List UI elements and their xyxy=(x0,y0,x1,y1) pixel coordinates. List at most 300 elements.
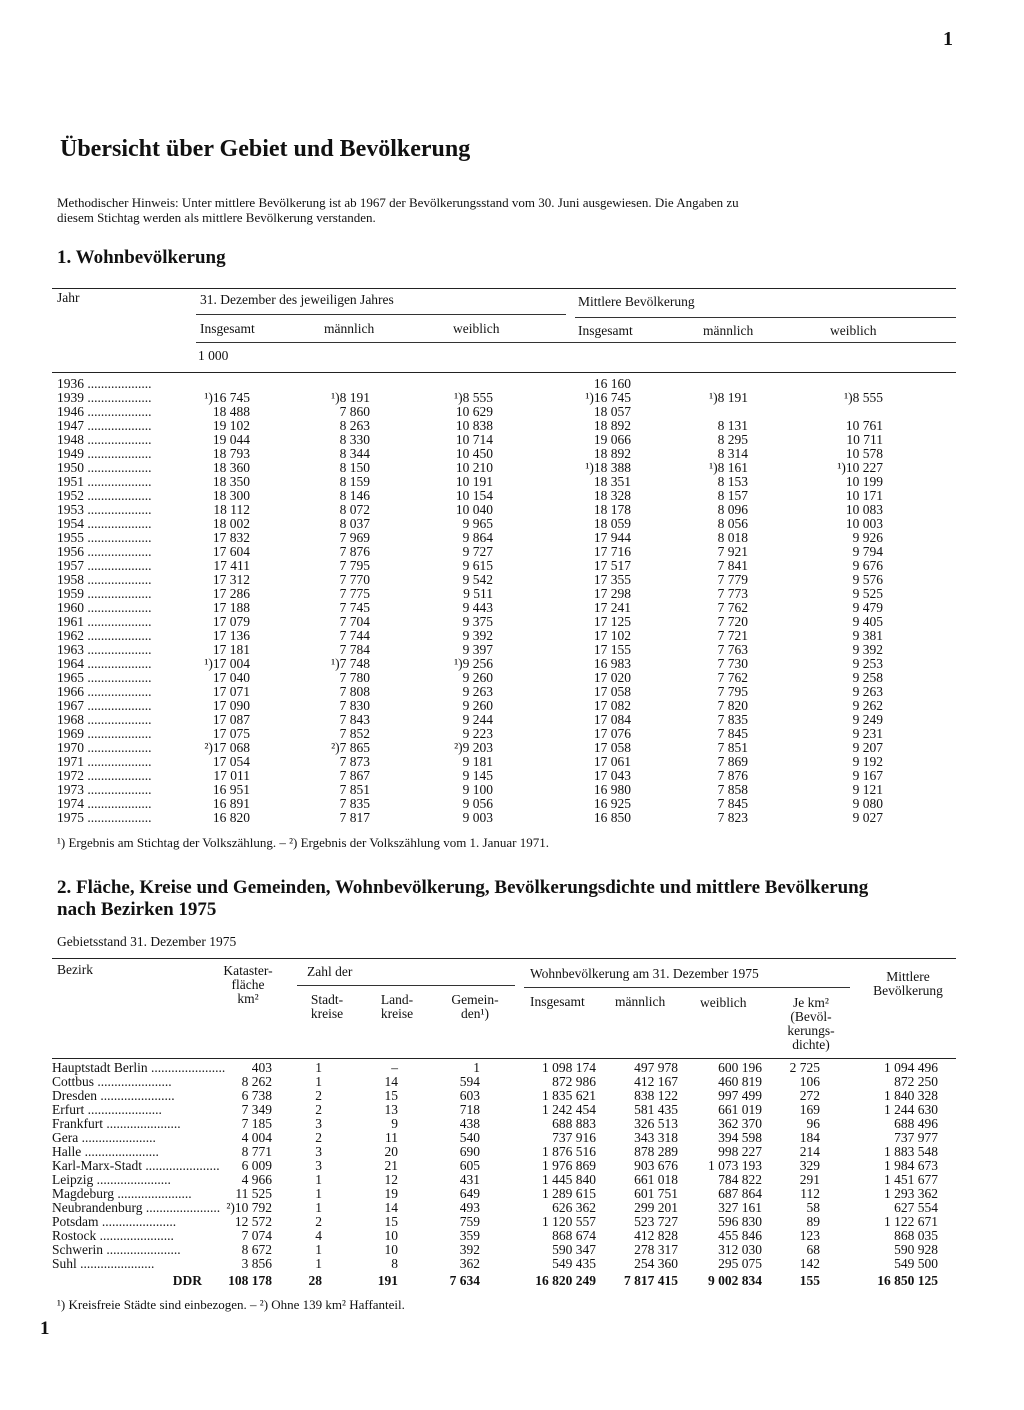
page-number-bottom: 1 xyxy=(40,1318,50,1339)
table1-header-male-mean: männlich xyxy=(703,323,754,338)
cell-mean: 1 451 677 xyxy=(884,1172,938,1187)
cell-mean-total: ¹)16 745 xyxy=(585,390,631,405)
cell-mean-total: 18 059 xyxy=(593,516,631,531)
cell-stadt: 1 xyxy=(315,1060,322,1075)
cell-land: 14 xyxy=(384,1074,398,1089)
cell-female: 600 196 xyxy=(718,1060,762,1075)
cell-mean-male: 7 876 xyxy=(717,768,748,783)
row-bezirk: Leipzig ...................... xyxy=(52,1172,171,1187)
cell-mean-total: 16 160 xyxy=(593,376,631,391)
cell-mean-male: 8 096 xyxy=(717,502,748,517)
cell-mean-male: 7 795 xyxy=(717,684,748,699)
cell-female: 362 370 xyxy=(718,1116,762,1131)
total-female: 9 002 834 xyxy=(708,1273,762,1288)
table2-header-male: männlich xyxy=(615,994,666,1009)
cell-dec-total: 17 071 xyxy=(212,684,250,699)
cell-mean-male: 8 157 xyxy=(717,488,748,503)
cell-total: 1 289 615 xyxy=(542,1186,596,1201)
cell-mean-total: ¹)18 388 xyxy=(585,460,631,475)
cell-female: 295 075 xyxy=(718,1256,762,1271)
cell-mean-male: 8 295 xyxy=(717,432,748,447)
page-number-top: 1 xyxy=(943,28,953,50)
cell-dec-female: 9 244 xyxy=(462,712,493,727)
row-bezirk: Cottbus ...................... xyxy=(52,1074,172,1089)
row-year: 1946 ................... xyxy=(57,404,152,419)
table-row xyxy=(0,755,1024,769)
cell-mean-female: 10 199 xyxy=(845,474,883,489)
table1-header-december: 31. Dezember des jeweiligen Jahres xyxy=(200,292,394,307)
cell-mean-male: 7 858 xyxy=(717,782,748,797)
cell-total: 1 876 516 xyxy=(542,1144,596,1159)
cell-female: 455 846 xyxy=(718,1228,762,1243)
row-bezirk: Potsdam ...................... xyxy=(52,1214,177,1229)
cell-mean-total: 17 076 xyxy=(593,726,631,741)
cell-mean-total: 18 892 xyxy=(593,446,631,461)
cell-male: 254 360 xyxy=(634,1256,678,1271)
row-year: 1969 ................... xyxy=(57,726,152,741)
cell-mean-female: 9 392 xyxy=(852,642,883,657)
cell-female: 784 822 xyxy=(718,1172,762,1187)
cell-mean-male: ¹)8 161 xyxy=(709,460,748,475)
cell-mean-total: 17 155 xyxy=(593,642,631,657)
cell-dec-total: 17 090 xyxy=(212,698,250,713)
cell-total: 1 835 621 xyxy=(542,1088,596,1103)
cell-dec-female: 9 223 xyxy=(462,726,493,741)
cell-dec-total: 19 044 xyxy=(212,432,250,447)
header-mean-line2: Bevölkerung xyxy=(873,983,943,998)
table2-subtitle: Gebietsstand 31. Dezember 1975 xyxy=(57,934,237,949)
cell-mean-male: 8 018 xyxy=(717,530,748,545)
cell-dec-male: 7 795 xyxy=(339,558,370,573)
table1-body-rule xyxy=(52,372,956,373)
cell-density: 2 725 xyxy=(789,1060,820,1075)
cell-dec-male: 7 775 xyxy=(339,586,370,601)
cell-total: 1 242 454 xyxy=(542,1102,596,1117)
cell-mean-male: 7 841 xyxy=(717,558,748,573)
table2-title-line2: nach Bezirken 1975 xyxy=(57,899,217,920)
cell-dec-female: 10 191 xyxy=(455,474,493,489)
table1-header-year: Jahr xyxy=(57,290,80,305)
cell-mean-male: 7 820 xyxy=(717,698,748,713)
cell-male: 523 727 xyxy=(634,1214,678,1229)
table-row xyxy=(0,573,1024,587)
table-row xyxy=(0,461,1024,475)
row-bezirk: Gera ...................... xyxy=(52,1130,156,1145)
table-row xyxy=(0,517,1024,531)
cell-mean: 1 122 671 xyxy=(884,1214,938,1229)
cell-total: 868 674 xyxy=(552,1228,596,1243)
cell-mean-female: 9 676 xyxy=(852,558,883,573)
table1-header-female-mean: weiblich xyxy=(830,323,877,338)
total-area: 108 178 xyxy=(228,1273,272,1288)
cell-gem: 438 xyxy=(459,1116,480,1131)
row-bezirk: Suhl ...................... xyxy=(52,1256,155,1271)
cell-mean-female: 10 083 xyxy=(845,502,883,517)
cell-dec-male: 7 843 xyxy=(339,712,370,727)
cell-mean: 1 984 673 xyxy=(884,1158,938,1173)
cell-dec-female: 10 629 xyxy=(455,404,493,419)
row-bezirk: Karl-Marx-Stadt ...................... xyxy=(52,1158,220,1173)
total-male: 7 817 415 xyxy=(624,1273,678,1288)
cell-dec-total: 19 102 xyxy=(212,418,250,433)
cell-density: 329 xyxy=(799,1158,820,1173)
cell-dec-female: 9 727 xyxy=(462,544,493,559)
table-row xyxy=(0,1089,1024,1103)
cell-density: 123 xyxy=(799,1228,820,1243)
table-row xyxy=(0,587,1024,601)
cell-dec-female: 9 443 xyxy=(462,600,493,615)
table-row xyxy=(0,545,1024,559)
cell-gem: 1 xyxy=(473,1060,480,1075)
cell-mean-total: 17 082 xyxy=(593,698,631,713)
cell-mean-total: 17 125 xyxy=(593,614,631,629)
cell-area: 4 004 xyxy=(241,1130,272,1145)
cell-mean-total: 17 043 xyxy=(593,768,631,783)
cell-dec-female: 9 511 xyxy=(463,586,493,601)
table-row xyxy=(0,1075,1024,1089)
cell-area: 7 074 xyxy=(241,1228,272,1243)
cell-gem: 359 xyxy=(459,1228,480,1243)
row-year: 1952 ................... xyxy=(57,488,152,503)
cell-dec-female: 9 375 xyxy=(462,614,493,629)
cell-mean-total: 16 925 xyxy=(593,796,631,811)
cell-density: 68 xyxy=(806,1242,820,1257)
table-row xyxy=(0,433,1024,447)
table-row xyxy=(0,1257,1024,1271)
cell-dec-female: 10 210 xyxy=(455,460,493,475)
cell-female: 998 227 xyxy=(718,1144,762,1159)
table2-header-stadt xyxy=(292,993,362,1021)
cell-land: 19 xyxy=(384,1186,398,1201)
cell-land: 10 xyxy=(384,1242,398,1257)
cell-mean-total: 19 066 xyxy=(593,432,631,447)
cell-area: 12 572 xyxy=(234,1214,272,1229)
cell-female: 661 019 xyxy=(718,1102,762,1117)
cell-dec-total: 18 360 xyxy=(212,460,250,475)
row-year: 1960 ................... xyxy=(57,600,152,615)
total-label: DDR xyxy=(172,1273,202,1288)
row-year: 1948 ................... xyxy=(57,432,152,447)
row-bezirk: Dresden ...................... xyxy=(52,1088,175,1103)
cell-dec-male: 7 704 xyxy=(339,614,370,629)
table2-header-bezirk: Bezirk xyxy=(57,962,93,977)
cell-mean-male: 8 153 xyxy=(717,474,748,489)
cell-mean-male: 7 762 xyxy=(717,670,748,685)
cell-gem: 605 xyxy=(459,1158,480,1173)
cell-stadt: 1 xyxy=(315,1256,322,1271)
cell-area: 7 185 xyxy=(241,1116,272,1131)
cell-dec-male: 8 344 xyxy=(339,446,370,461)
cell-stadt: 1 xyxy=(315,1242,322,1257)
cell-mean-female: 9 080 xyxy=(852,796,883,811)
cell-mean-male: 7 730 xyxy=(717,656,748,671)
header-land-line1: Land- xyxy=(380,992,414,1007)
cell-dec-male: 7 808 xyxy=(339,684,370,699)
cell-dec-male: 8 330 xyxy=(339,432,370,447)
cell-dec-total: 17 832 xyxy=(212,530,250,545)
cell-mean: 549 500 xyxy=(894,1256,938,1271)
row-year: 1947 ................... xyxy=(57,418,152,433)
cell-mean-female: 9 262 xyxy=(852,698,883,713)
cell-dec-male: 7 873 xyxy=(339,754,370,769)
cell-dec-male: 7 835 xyxy=(339,796,370,811)
table-row xyxy=(0,489,1024,503)
total-density: 155 xyxy=(799,1273,820,1288)
cell-dec-total: 18 300 xyxy=(212,488,250,503)
cell-mean-female: 9 121 xyxy=(852,782,883,797)
cell-mean-total: 18 351 xyxy=(593,474,631,489)
cell-area: 7 349 xyxy=(241,1102,272,1117)
cell-gem: 431 xyxy=(459,1172,480,1187)
table-row xyxy=(0,657,1024,671)
cell-dec-total: ²)17 068 xyxy=(204,740,250,755)
cell-dec-male: 7 817 xyxy=(339,810,370,825)
cell-dec-total: 16 820 xyxy=(212,810,250,825)
cell-mean-male: ¹)8 191 xyxy=(709,390,748,405)
cell-mean: 1 840 328 xyxy=(884,1088,938,1103)
table-row xyxy=(0,377,1024,391)
cell-area: 11 525 xyxy=(235,1186,272,1201)
cell-dec-male: 8 150 xyxy=(339,460,370,475)
cell-dec-total: 17 040 xyxy=(212,670,250,685)
table2-header-pop-group: Wohnbevölkerung am 31. Dezember 1975 xyxy=(530,966,759,981)
cell-female: 394 598 xyxy=(718,1130,762,1145)
cell-mean-total: 17 298 xyxy=(593,586,631,601)
cell-mean: 1 293 362 xyxy=(884,1186,938,1201)
total-total: 16 820 249 xyxy=(535,1273,596,1288)
cell-gem: 718 xyxy=(459,1102,480,1117)
cell-male: 343 318 xyxy=(634,1130,678,1145)
cell-land: 9 xyxy=(391,1116,398,1131)
cell-female: 327 161 xyxy=(718,1200,762,1215)
table2-body-rule xyxy=(52,1058,956,1059)
table-row xyxy=(0,1061,1024,1075)
table2-header-count-group: Zahl der xyxy=(307,964,353,979)
table-row xyxy=(0,713,1024,727)
cell-area: 8 672 xyxy=(241,1242,272,1257)
cell-stadt: 3 xyxy=(315,1144,322,1159)
cell-total: 1 098 174 xyxy=(542,1060,596,1075)
cell-male: 661 018 xyxy=(634,1172,678,1187)
table1-header-total-mean: Insgesamt xyxy=(578,323,633,338)
cell-dec-total: 18 488 xyxy=(212,404,250,419)
cell-mean-female: 9 167 xyxy=(852,768,883,783)
cell-dec-total: 17 054 xyxy=(212,754,250,769)
cell-dec-male: ¹)8 191 xyxy=(331,390,370,405)
cell-male: 278 317 xyxy=(634,1242,678,1257)
table-row xyxy=(0,601,1024,615)
cell-mean-female: 10 578 xyxy=(845,446,883,461)
table-row xyxy=(0,1243,1024,1257)
row-year: 1966 ................... xyxy=(57,684,152,699)
row-year: 1950 ................... xyxy=(57,460,152,475)
header-gem-line2: den¹) xyxy=(460,1006,490,1021)
cell-mean-total: 17 058 xyxy=(593,684,631,699)
cell-mean-female: 9 263 xyxy=(852,684,883,699)
cell-mean-female: 9 231 xyxy=(852,726,883,741)
cell-dec-female: 9 260 xyxy=(462,698,493,713)
cell-total: 1 445 840 xyxy=(542,1172,596,1187)
table1-header-unit: 1 000 xyxy=(198,348,229,363)
cell-mean: 1 244 630 xyxy=(884,1102,938,1117)
table1-rule-dec xyxy=(196,314,566,315)
cell-mean-male: 7 779 xyxy=(717,572,748,587)
cell-mean-total: 18 892 xyxy=(593,418,631,433)
row-year: 1972 ................... xyxy=(57,768,152,783)
cell-mean-male: 7 763 xyxy=(717,642,748,657)
cell-gem: 392 xyxy=(459,1242,480,1257)
cell-dec-total: 17 087 xyxy=(212,712,250,727)
table1-header-female-dec: weiblich xyxy=(453,321,500,336)
cell-male: 903 676 xyxy=(634,1158,678,1173)
cell-area: 3 856 xyxy=(241,1256,272,1271)
cell-land: 21 xyxy=(384,1158,398,1173)
table1-footnote: ¹) Ergebnis am Stichtag der Volkszählung. – ²) Ergebnis der Volkszählung vom 1. Januar 1971. xyxy=(57,835,549,850)
cell-mean-female: 9 576 xyxy=(852,572,883,587)
cell-dec-total: 17 011 xyxy=(213,768,250,783)
row-year: 1956 ................... xyxy=(57,544,152,559)
cell-dec-male: 7 969 xyxy=(339,530,370,545)
table-row xyxy=(0,615,1024,629)
cell-total: 590 347 xyxy=(552,1242,596,1257)
header-density-line2: (Bevöl- xyxy=(790,1009,832,1024)
cell-density: 214 xyxy=(799,1144,820,1159)
total-stadt: 28 xyxy=(308,1273,322,1288)
cell-male: 412 167 xyxy=(634,1074,678,1089)
table2-header-mean xyxy=(862,970,954,998)
cell-dec-male: 7 780 xyxy=(339,670,370,685)
cell-dec-female: ¹)8 555 xyxy=(454,390,493,405)
table-row xyxy=(0,629,1024,643)
cell-mean-male: 8 314 xyxy=(717,446,748,461)
row-year: 1963 ................... xyxy=(57,642,152,657)
cell-dec-female: 9 864 xyxy=(462,530,493,545)
table-row xyxy=(0,797,1024,811)
cell-mean: 590 928 xyxy=(894,1242,938,1257)
cell-male: 838 122 xyxy=(634,1088,678,1103)
table1-header-mean: Mittlere Bevölkerung xyxy=(578,294,695,309)
row-bezirk: Magdeburg ...................... xyxy=(52,1186,192,1201)
header-density-line1: Je km² xyxy=(793,995,829,1010)
total-land: 191 xyxy=(377,1273,398,1288)
table-row xyxy=(0,1187,1024,1201)
row-year: 1974 ................... xyxy=(57,796,152,811)
cell-mean: 1 094 496 xyxy=(884,1060,938,1075)
cell-gem: 690 xyxy=(459,1144,480,1159)
cell-dec-total: 17 411 xyxy=(213,558,250,573)
cell-male: 412 828 xyxy=(634,1228,678,1243)
row-bezirk: Hauptstadt Berlin ...................... xyxy=(52,1060,226,1075)
cell-land: 15 xyxy=(384,1088,398,1103)
row-year: 1968 ................... xyxy=(57,712,152,727)
cell-dec-total: ¹)16 745 xyxy=(204,390,250,405)
cell-land: 12 xyxy=(384,1172,398,1187)
cell-mean: 868 035 xyxy=(894,1228,938,1243)
row-year: 1965 ................... xyxy=(57,670,152,685)
cell-dec-female: 9 100 xyxy=(462,782,493,797)
cell-density: 96 xyxy=(806,1116,820,1131)
cell-mean-female: 9 207 xyxy=(852,740,883,755)
row-year: 1959 ................... xyxy=(57,586,152,601)
cell-mean-male: 7 720 xyxy=(717,614,748,629)
table-row xyxy=(0,447,1024,461)
cell-dec-female: 9 263 xyxy=(462,684,493,699)
cell-dec-total: ¹)17 004 xyxy=(204,656,250,671)
cell-dec-total: 17 136 xyxy=(212,628,250,643)
table2-rule-count xyxy=(297,985,515,986)
cell-mean-total: 17 058 xyxy=(593,740,631,755)
cell-dec-male: 7 860 xyxy=(339,404,370,419)
cell-dec-female: 9 260 xyxy=(462,670,493,685)
table2-header-gemeinden xyxy=(436,993,514,1021)
table2-rule-pop xyxy=(524,987,850,988)
cell-density: 169 xyxy=(799,1102,820,1117)
cell-male: 497 978 xyxy=(634,1060,678,1075)
row-year: 1953 ................... xyxy=(57,502,152,517)
cell-stadt: 2 xyxy=(315,1130,322,1145)
cell-dec-female: 9 397 xyxy=(462,642,493,657)
cell-gem: 362 xyxy=(459,1256,480,1271)
cell-mean: 737 977 xyxy=(894,1130,938,1145)
cell-mean-female: 9 405 xyxy=(852,614,883,629)
cell-dec-female: 10 154 xyxy=(455,488,493,503)
cell-stadt: 4 xyxy=(315,1228,322,1243)
cell-mean-male: 7 823 xyxy=(717,810,748,825)
cell-density: 184 xyxy=(799,1130,820,1145)
table-row xyxy=(0,643,1024,657)
cell-mean-male: 7 762 xyxy=(717,600,748,615)
table-row xyxy=(0,419,1024,433)
cell-land: 10 xyxy=(384,1228,398,1243)
cell-female: 312 030 xyxy=(718,1242,762,1257)
table1-rule-mean xyxy=(575,317,956,318)
row-bezirk: Halle ...................... xyxy=(52,1144,159,1159)
row-bezirk: Frankfurt ...................... xyxy=(52,1116,181,1131)
cell-dec-total: 17 286 xyxy=(212,586,250,601)
table-row xyxy=(0,1103,1024,1117)
table1-rule-unit xyxy=(196,342,956,343)
cell-mean-total: 18 178 xyxy=(593,502,631,517)
cell-mean-total: 17 061 xyxy=(593,754,631,769)
table2-footnote: ¹) Kreisfreie Städte sind einbezogen. – ²) Ohne 139 km² Haffanteil. xyxy=(57,1297,405,1312)
table-row xyxy=(0,559,1024,573)
cell-mean: 872 250 xyxy=(894,1074,938,1089)
cell-area: 403 xyxy=(251,1060,272,1075)
cell-dec-female: 10 450 xyxy=(455,446,493,461)
cell-mean-total: 17 102 xyxy=(593,628,631,643)
cell-mean: 627 554 xyxy=(894,1200,938,1215)
cell-mean-male: 8 056 xyxy=(717,516,748,531)
cell-stadt: 2 xyxy=(315,1088,322,1103)
cell-mean-total: 17 084 xyxy=(593,712,631,727)
cell-dec-male: 8 037 xyxy=(339,516,370,531)
cell-mean-female: 10 711 xyxy=(846,432,883,447)
cell-dec-total: 17 181 xyxy=(212,642,250,657)
cell-female: 687 864 xyxy=(718,1186,762,1201)
cell-mean: 688 496 xyxy=(894,1116,938,1131)
method-note-line2: diesem Stichtag werden als mittlere Bevölkerung verstanden. xyxy=(57,210,376,225)
total-gem: 7 634 xyxy=(449,1273,480,1288)
table-row xyxy=(0,1201,1024,1215)
cell-mean-male: 7 851 xyxy=(717,740,748,755)
cell-stadt: 3 xyxy=(315,1116,322,1131)
cell-density: 58 xyxy=(806,1200,820,1215)
cell-stadt: 2 xyxy=(315,1102,322,1117)
cell-mean-total: 17 944 xyxy=(593,530,631,545)
table-row xyxy=(0,769,1024,783)
cell-stadt: 3 xyxy=(315,1158,322,1173)
cell-dec-male: 7 867 xyxy=(339,768,370,783)
